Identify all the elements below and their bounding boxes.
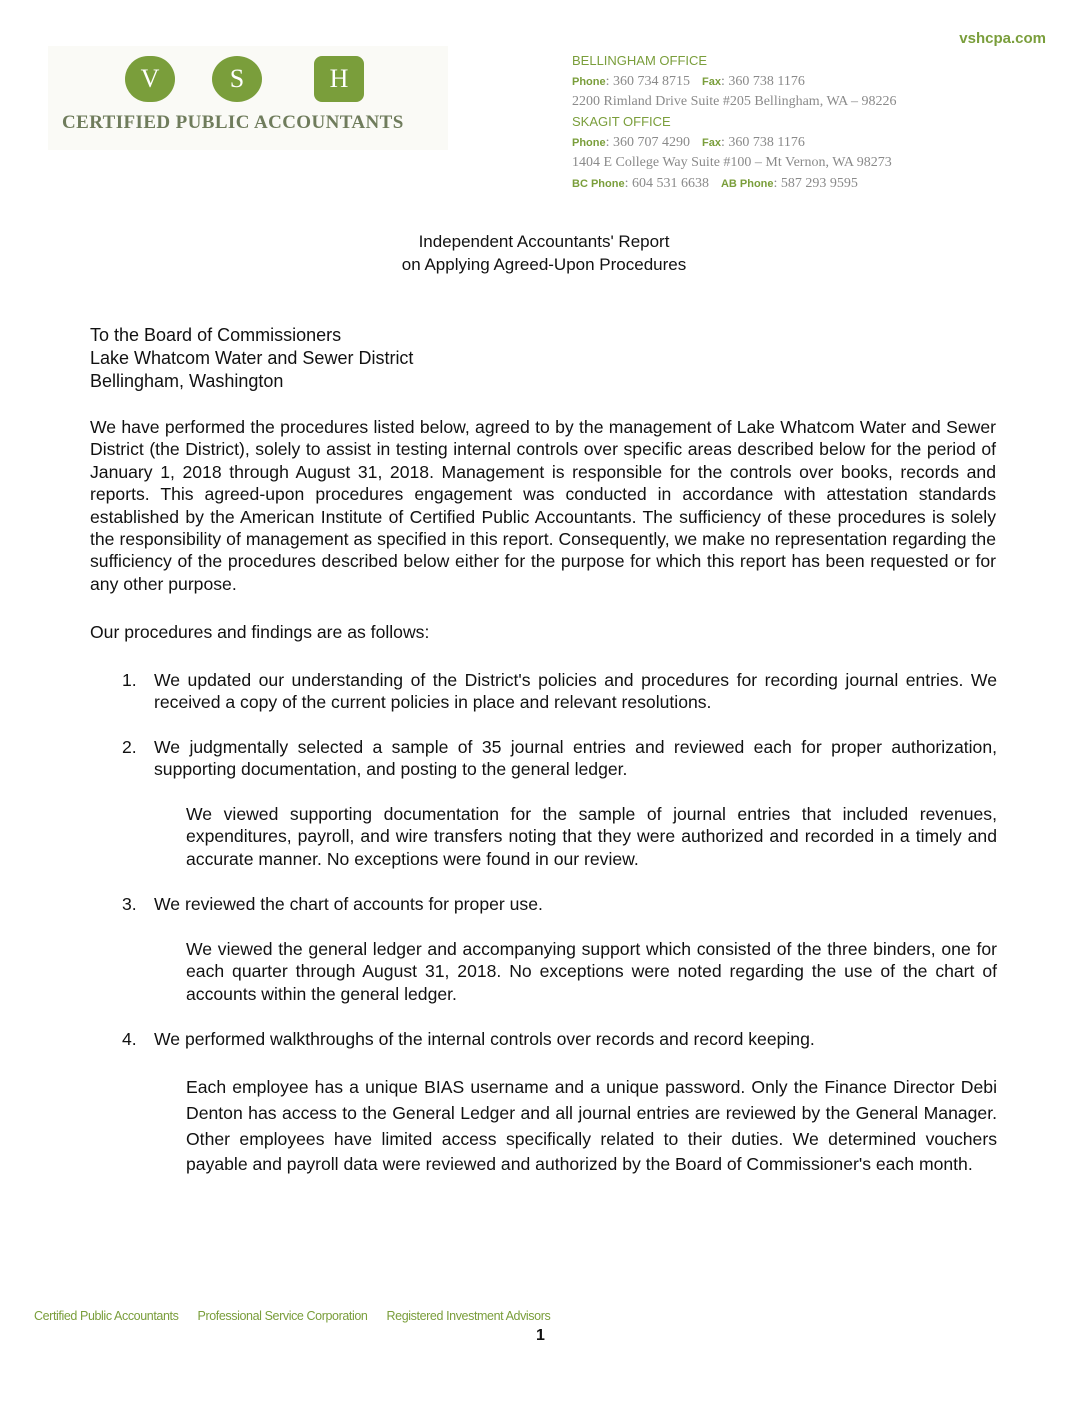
phone-label: Phone <box>572 76 606 88</box>
finding-text: Each employee has a unique BIAS username and a unique password. Only the Finance Director Debi Denton has access to the General Ledger and all journal entries are reviewed by the General Manager. Other employees have limited access specifically related to their duties. We determined vouchers payable and payroll data were reviewed and authorized by the Board of Commissioner's each month. <box>186 1077 997 1175</box>
logo-badge-s: S <box>212 56 262 102</box>
finding-text: We viewed the general ledger and accompanying support which consisted of the three binders, one for each quarter through August 31, 2018. No exceptions were noted regarding the use of the chart of accounts within the general ledger. <box>186 939 997 1004</box>
bellingham-address: 2200 Rimland Drive Suite #205 Bellingham, WA – 98226 <box>572 94 897 109</box>
bellingham-office-heading: BELLINGHAM OFFICE <box>572 53 708 68</box>
footer-designation: Certified Public Accountants <box>34 1309 179 1323</box>
office-contact-block <box>572 51 896 194</box>
intro-paragraph: We have performed the procedures listed below, agreed to by the management of Lake Whatcom Water and Sewer District (the District), solely to assist in testing internal controls over specific areas described below for the period of January 1, 2018 through August 31, 2018. Management is responsible for the controls over books, records and reports. This agreed-upon procedures engagement was conducted in accordance with attestation standards established by the American Institute of Certified Public Accountants. The sufficiency of these procedures is solely the responsibility of management as specified in this report. Consequently, we make no representation regarding the sufficiency of the procedures described below either for the purpose for which this report has been requested or for any other purpose. <box>90 417 996 594</box>
logo-tagline: CERTIFIED PUBLIC ACCOUNTANTS <box>62 112 404 133</box>
canada-phone-line <box>572 173 896 194</box>
item-number: 4. <box>122 1029 137 1049</box>
report-title-line-1: Independent Accountants' Report <box>418 232 670 251</box>
procedure-text: We reviewed the chart of accounts for proper use. <box>154 894 543 914</box>
bellingham-phone: : 360 734 8715 <box>605 74 691 89</box>
ab-phone: : 587 293 9595 <box>773 176 858 191</box>
procedures-lead: Our procedures and findings are as follows: <box>90 622 430 642</box>
footer-designations <box>34 1309 566 1323</box>
phone-label: Phone <box>572 137 606 149</box>
footer-designation: Registered Investment Advisors <box>386 1309 551 1323</box>
addressee-line: Lake Whatcom Water and Sewer District <box>90 348 414 368</box>
procedure-text: We performed walkthroughs of the internal controls over records and record keeping. <box>154 1029 815 1049</box>
logo-badge-h: H <box>314 56 364 102</box>
skagit-fax: : 360 738 1176 <box>720 135 805 150</box>
procedure-text: We judgmentally selected a sample of 35 journal entries and reviewed each for proper authorization, supporting documentation, and posting to the general ledger. <box>154 737 997 780</box>
bellingham-fax: : 360 738 1176 <box>720 74 805 89</box>
bc-phone: : 604 531 6638 <box>624 176 709 191</box>
firm-logo <box>48 46 448 150</box>
item-number: 1. <box>122 670 137 690</box>
addressee-line: To the Board of Commissioners <box>90 325 342 345</box>
addressee-line: Bellingham, Washington <box>90 371 284 391</box>
ab-phone-label: AB Phone <box>720 178 774 190</box>
skagit-office-heading: SKAGIT OFFICE <box>572 114 671 129</box>
fax-label: Fax <box>702 76 721 88</box>
logo-badge-v: V <box>125 56 175 102</box>
item-number: 3. <box>122 894 137 914</box>
skagit-phone-line <box>572 132 896 153</box>
finding-text: We viewed supporting documentation for the sample of journal entries that included revenues, expenditures, payroll, and wire transfers noting that they were authorized and recorded in a timely and accurate manner. No exceptions were found in our review. <box>186 804 997 869</box>
page-number: 1 <box>536 1327 545 1344</box>
item-number: 2. <box>122 737 137 757</box>
skagit-phone: : 360 707 4290 <box>605 135 691 150</box>
footer-designation: Professional Service Corporation <box>197 1309 368 1323</box>
report-title-line-2: on Applying Agreed-Upon Procedures <box>401 255 687 274</box>
website-link[interactable]: vshcpa.com <box>959 30 1046 47</box>
addressee-block <box>90 324 413 393</box>
skagit-address: 1404 E College Way Suite #100 – Mt Vernon, WA 98273 <box>572 155 892 170</box>
bc-phone-label: BC Phone <box>572 178 625 190</box>
fax-label: Fax <box>702 137 721 149</box>
bellingham-phone-line <box>572 71 896 92</box>
procedure-text: We updated our understanding of the District's policies and procedures for recording journal entries. We received a copy of the current policies in place and relevant resolutions. <box>154 670 997 713</box>
